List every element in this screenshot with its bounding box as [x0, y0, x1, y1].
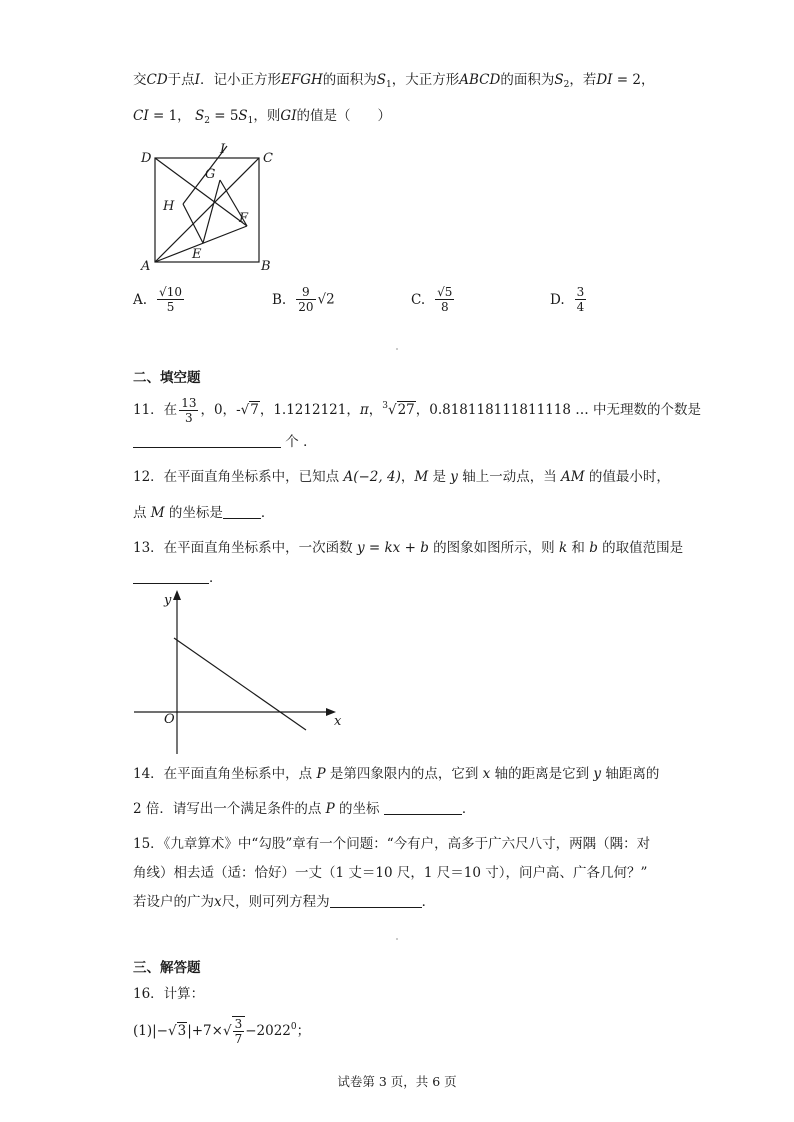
q10-line2: CI = 1， $S_2 = 5S_1$，则GI的值是（ ）: [133, 108, 392, 126]
x-axis-label: x: [334, 714, 342, 729]
label-f: F: [239, 211, 249, 226]
option-c: C. $\frac{√5}{8}$: [411, 285, 453, 314]
q11-line1: 11．在 $\frac{13}{3}$ ，0，-√7，1.1212121，π，$^3$√27，0.818118111811118 … 中无理数的个数是: [133, 396, 702, 425]
q15-line1: 15．《九章算术》中“勾股”章有一个问题：“今有户，高多于广六尺八寸，两隅（隅：对: [133, 836, 651, 852]
label-g: G: [205, 167, 216, 182]
answer-blank-q14[interactable]: [384, 802, 462, 815]
scan-dot: [396, 348, 398, 350]
page-footer: 试卷第 3 页，共 6 页: [337, 1074, 457, 1089]
answer-blank-q11[interactable]: [133, 435, 281, 448]
section-heading-answers: 三、解答题: [133, 960, 201, 976]
q11-line2: 个 ．: [133, 432, 317, 452]
label-a: A: [141, 259, 151, 273]
segment-h-e: [183, 204, 203, 243]
function-line: [174, 638, 306, 730]
linear-function-graph: [130, 586, 350, 758]
q13-line2: ．: [133, 568, 223, 588]
q12-line2: 点 M 的坐标是 ．: [133, 505, 275, 521]
label-i: I: [220, 142, 226, 157]
scan-dot: [396, 938, 398, 940]
q16-expression: (1)|−√3|+7×√ $\frac{3}{7}$ $-2022^0$；: [133, 1017, 311, 1046]
y-axis-label: y: [164, 593, 172, 608]
answer-blank-q13[interactable]: [133, 571, 209, 584]
q15-line2: 角线）相去适（适：恰好）一丈（1 丈＝10 尺，1 尺＝10 寸），问户高、广各几何？”: [133, 865, 648, 881]
q10-line1: 交CD于点I．记小正方形EFGH的面积为$S_1$，大正方形ABCD的面积为$S_2$，若DI = 2，: [133, 72, 655, 90]
answer-blank-q12[interactable]: [223, 506, 261, 519]
label-c: C: [263, 151, 273, 166]
option-b: B. $\frac{9}{20}$ √2: [272, 285, 335, 314]
q12-line1: 12．在平面直角坐标系中，已知点 A(−2, 4)，M 是 y 轴上一动点，当 AM 的值最小时，: [133, 469, 670, 485]
label-e: E: [192, 247, 202, 262]
section-heading-fill-in: 二、填空题: [133, 370, 201, 386]
square-figure: [135, 138, 285, 273]
q16-title: 16．计算：: [133, 986, 205, 1002]
y-axis-arrow: [173, 590, 181, 600]
option-d: D. $\frac{3}{4}$: [550, 285, 585, 314]
q14-line2: 2 倍．请写出一个满足条件的点 P 的坐标 ．: [133, 801, 476, 817]
label-h: H: [163, 199, 175, 214]
q14-line1: 14．在平面直角坐标系中，点 P 是第四象限内的点，它到 x 轴的距离是它到 y 轴距离的: [133, 766, 660, 782]
q15-line3: 若设户的广为x尺，则可列方程为 ．: [133, 894, 436, 910]
option-a: A. $\frac{√10}{5}$: [133, 285, 182, 314]
label-b: B: [261, 259, 271, 273]
label-d: D: [141, 151, 152, 166]
q13-line1: 13．在平面直角坐标系中，一次函数 y = kx + b 的图象如图所示，则 k 和 b 的取值范围是: [133, 540, 684, 556]
origin-label: O: [164, 712, 175, 727]
answer-blank-q15[interactable]: [330, 895, 422, 908]
